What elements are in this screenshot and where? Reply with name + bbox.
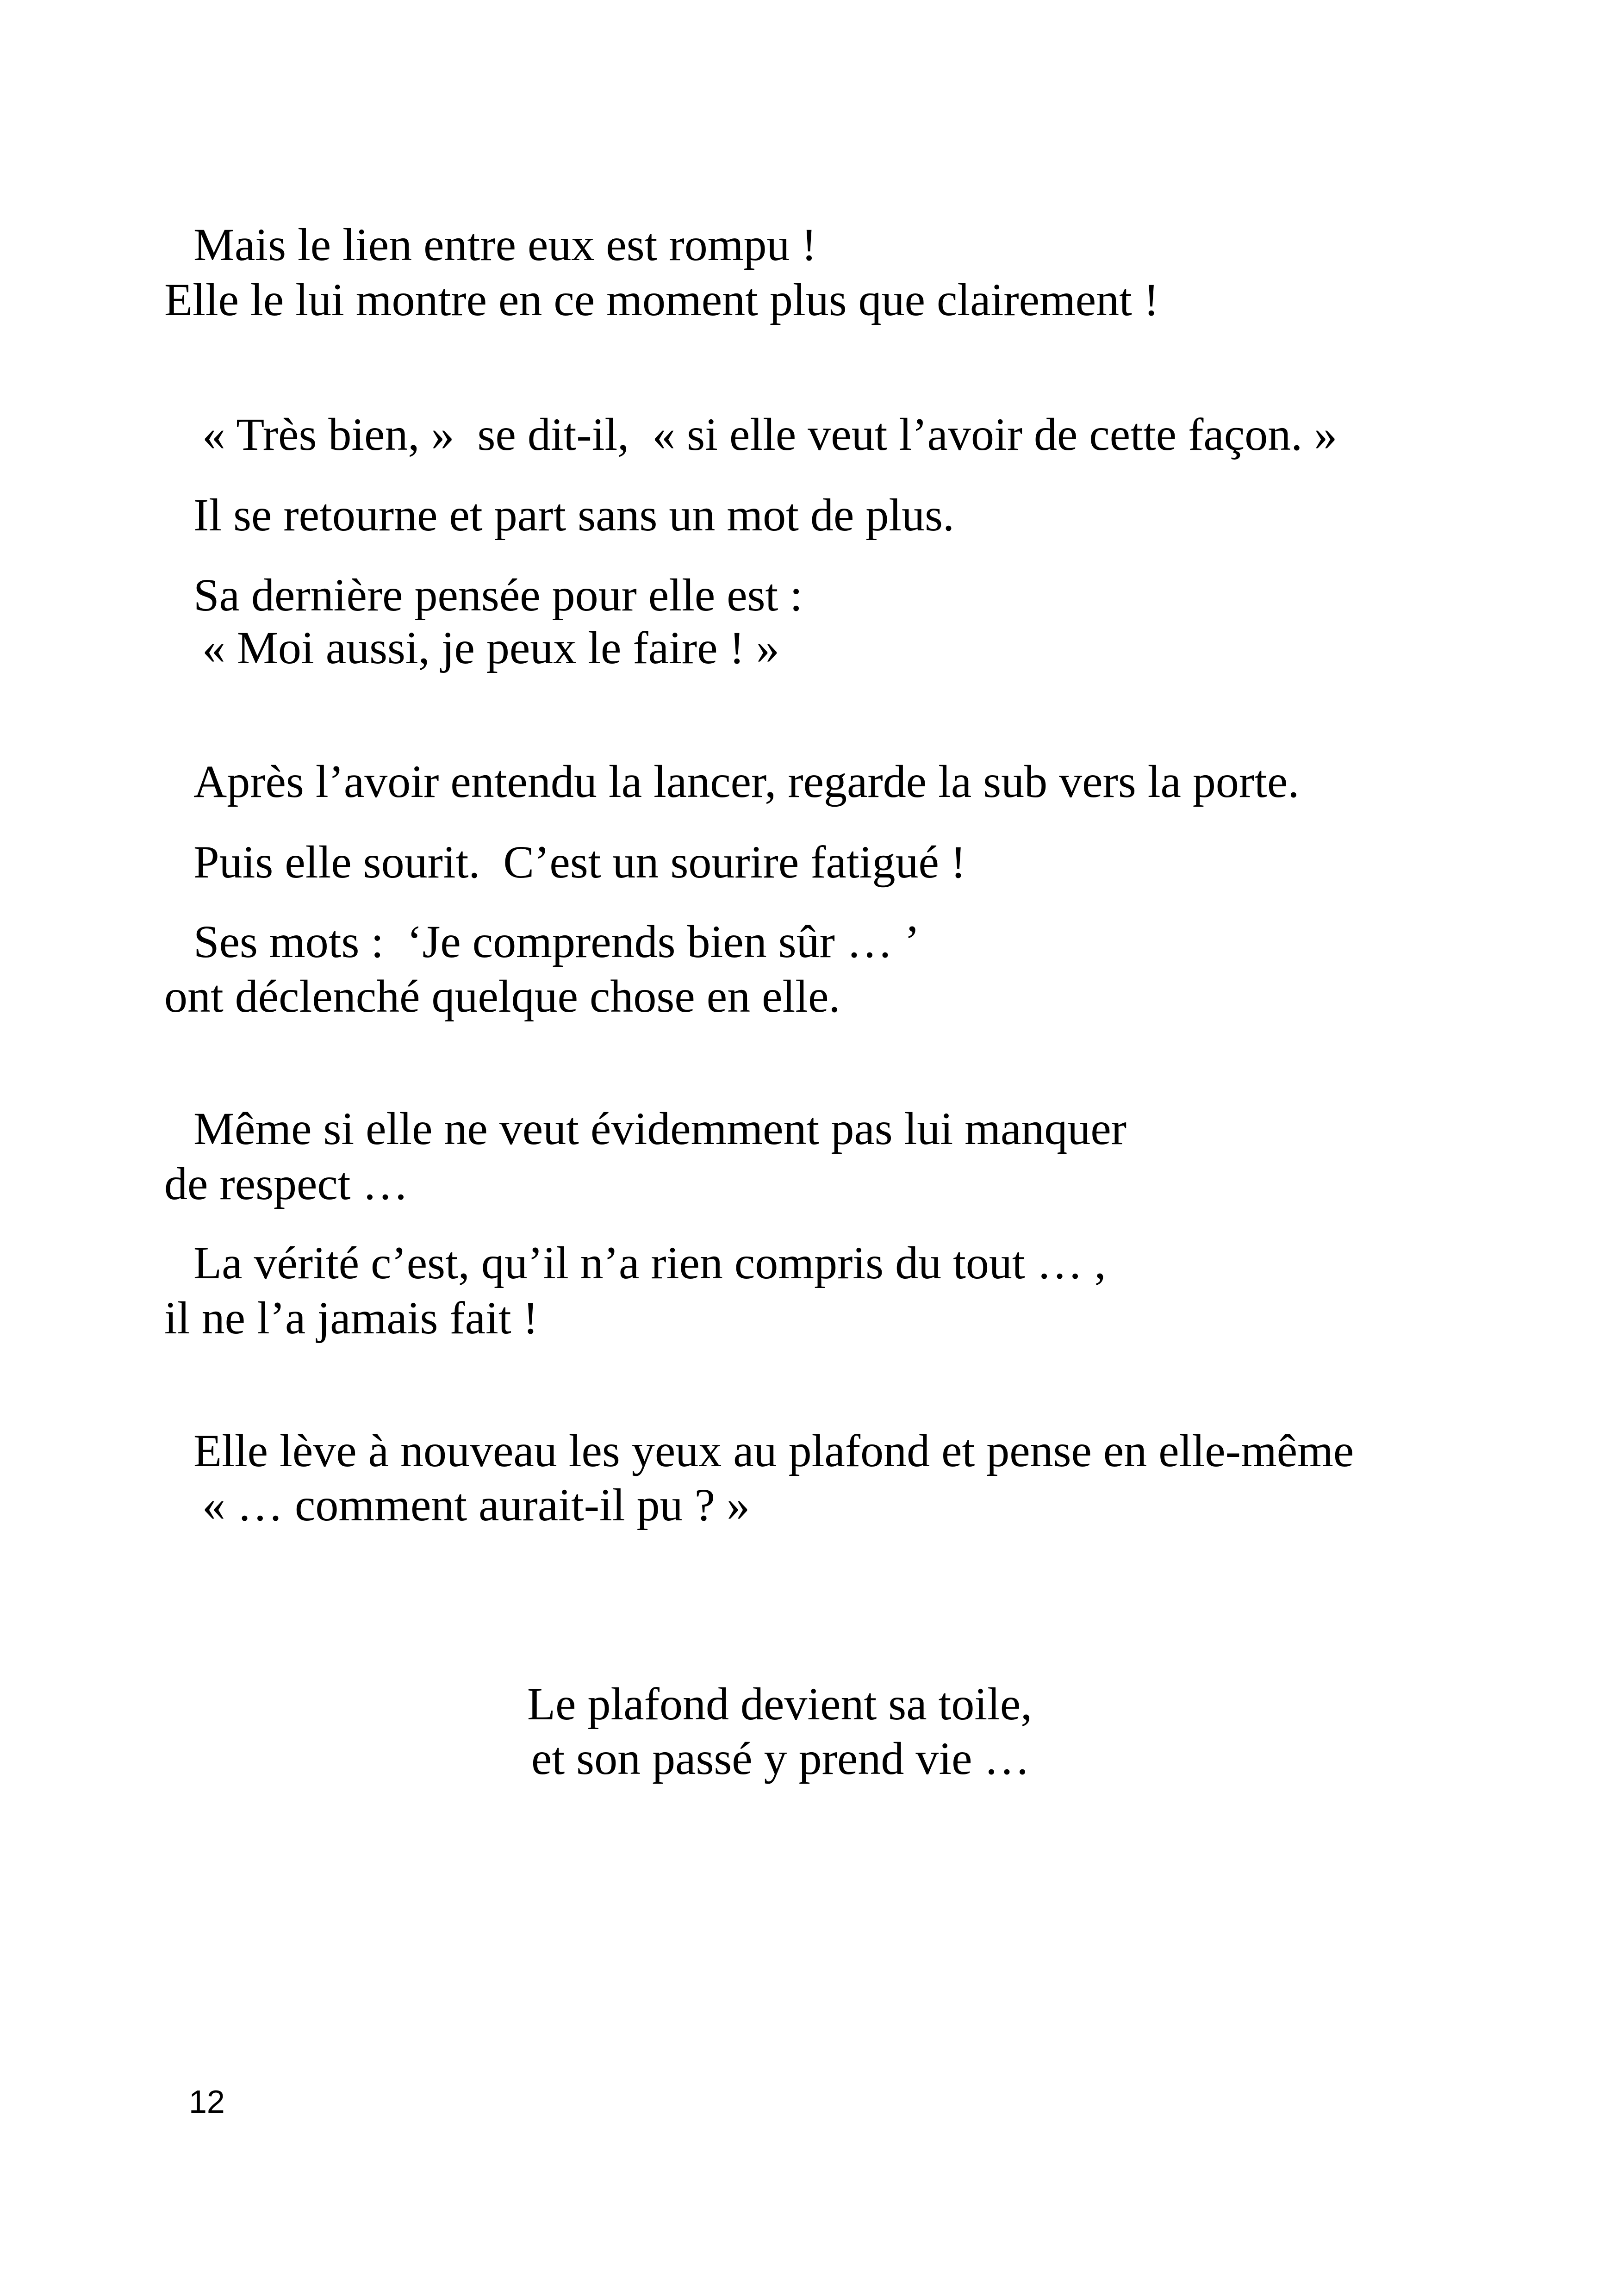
text-line-8: Puis elle sourit. C’est un sourire fatigué ! — [193, 836, 966, 888]
text-line-6: « Moi aussi, je peux le faire ! » — [202, 622, 779, 673]
closing-line-1: Le plafond devient sa toile, — [527, 1678, 1033, 1730]
text-line-13: La vérité c’est, qu’il n’a rien compris du tout … , — [193, 1237, 1106, 1288]
text-line-11: Même si elle ne veut évidemment pas lui manquer — [193, 1103, 1127, 1154]
text-line-10: ont déclenché quelque chose en elle. — [164, 971, 840, 1022]
text-line-9: Ses mots : ‘Je comprends bien sûr … ’ — [193, 916, 920, 967]
text-line-15: Elle lève à nouveau les yeux au plafond et pense en elle-même — [193, 1425, 1354, 1476]
text-line-4: Il se retourne et part sans un mot de plus. — [193, 489, 955, 541]
page-number: 12 — [189, 2084, 225, 2120]
text-line-1: Mais le lien entre eux est rompu ! — [193, 219, 817, 270]
text-line-12: de respect … — [164, 1158, 409, 1209]
text-line-14: il ne l’a jamais fait ! — [164, 1292, 539, 1344]
text-line-2: Elle le lui montre en ce moment plus que clairement ! — [164, 274, 1159, 325]
text-line-3: « Très bien, » se dit-il, « si elle veut l’avoir de cette façon. » — [202, 409, 1338, 460]
text-line-5: Sa dernière pensée pour elle est : — [193, 569, 803, 621]
text-line-7: Après l’avoir entendu la lancer, regarde la sub vers la porte. — [193, 756, 1300, 807]
text-line-16: « … comment aurait-il pu ? » — [202, 1479, 750, 1531]
closing-line-2: et son passé y prend vie … — [531, 1733, 1030, 1784]
